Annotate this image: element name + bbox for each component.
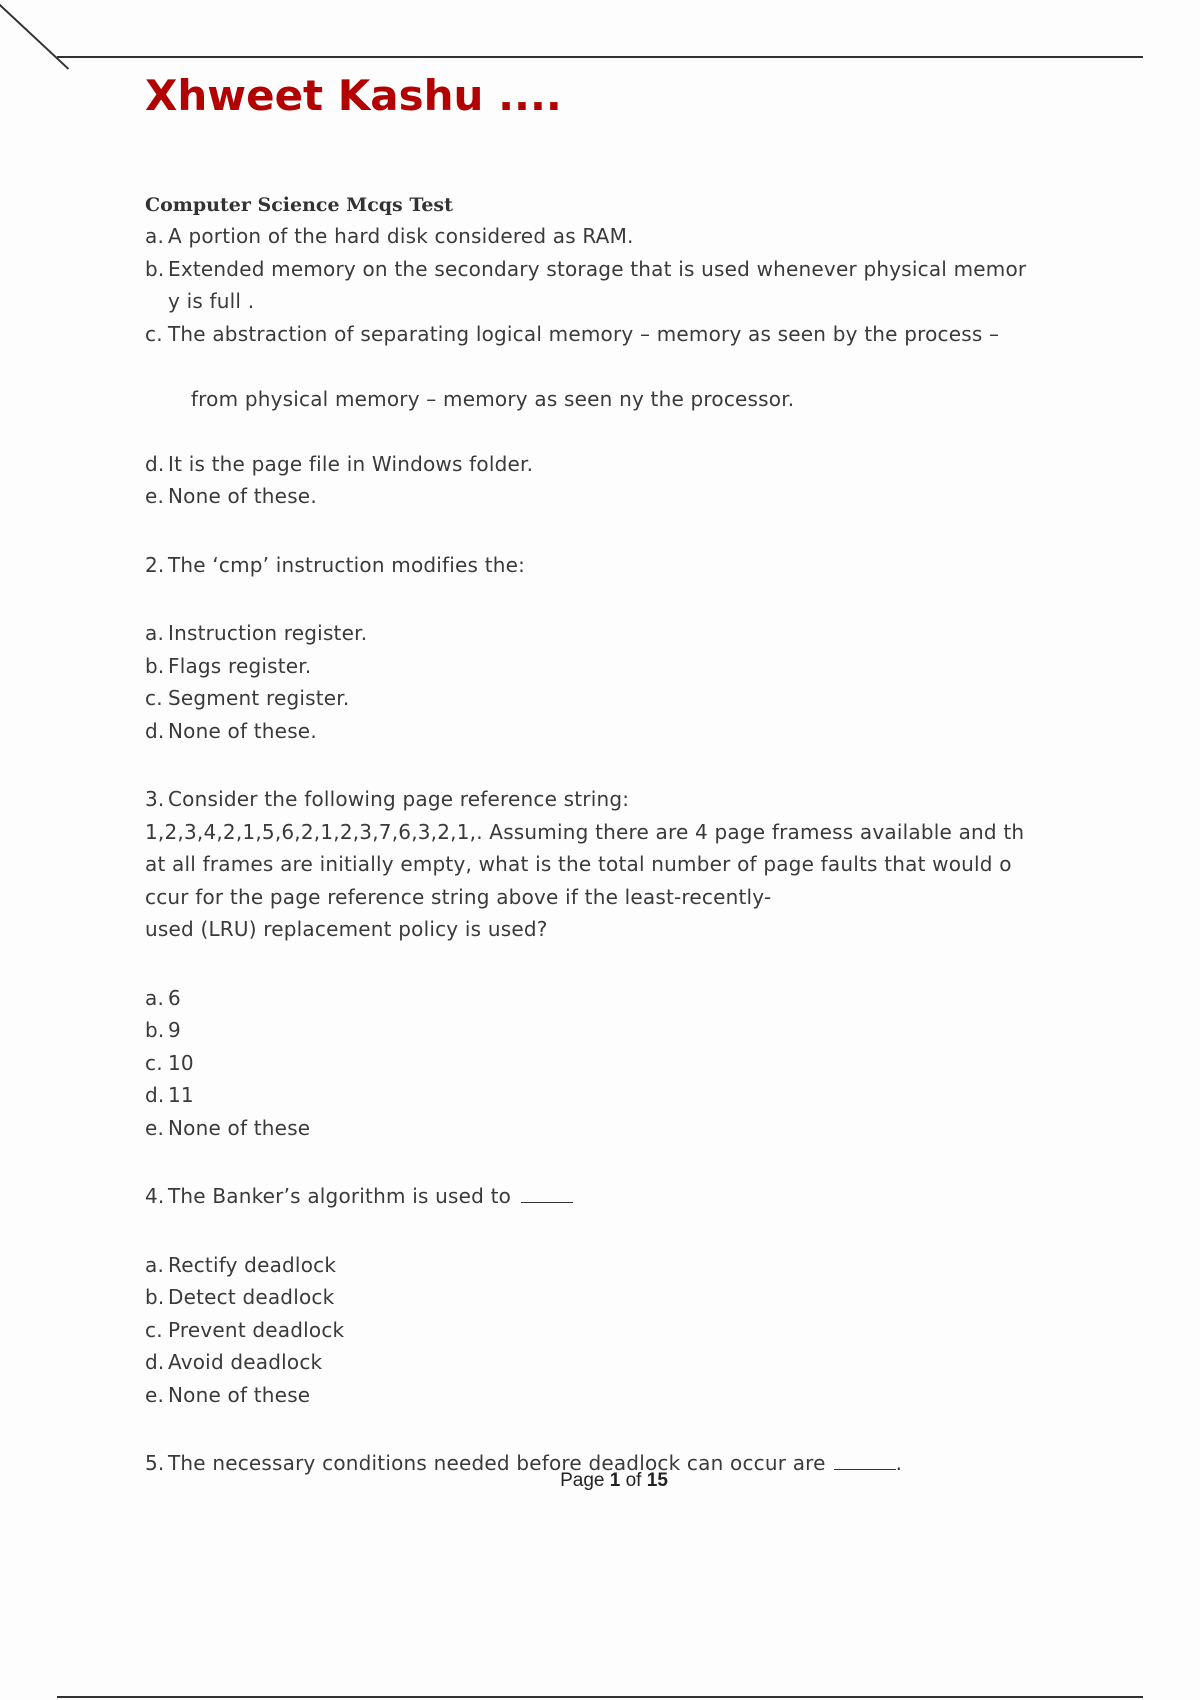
- footer-rule: [57, 1696, 1143, 1698]
- option-line: a. Instruction register.: [145, 621, 368, 645]
- question-3: 3. Consider the following page reference string:: [145, 787, 630, 811]
- option-line: b. Flags register.: [145, 653, 312, 678]
- question-4-options: [145, 1249, 1090, 1412]
- answer-blank: [834, 1455, 896, 1470]
- option-line: c. Segment register.: [145, 686, 350, 710]
- option-line: e. None of these: [145, 1382, 311, 1407]
- option-line: a. A portion of the hard disk considered as RAM.: [145, 224, 634, 248]
- question-2: 2. The ‘cmp’ instruction modifies the:: [145, 552, 526, 577]
- question-3-body-line: ccur for the page reference string above if the least-recently-: [145, 884, 772, 909]
- option-line: b. 9: [145, 1018, 181, 1042]
- question-4: 4. The Banker’s algorithm is used to: [145, 1180, 1090, 1213]
- option-line: e. None of these: [145, 1115, 311, 1140]
- option-line: d. It is the page file in Windows folder.: [145, 451, 534, 476]
- option-line: c. 10: [145, 1050, 194, 1075]
- question-2-options: [145, 617, 1090, 747]
- page-footer: Page 1 of 15: [560, 1470, 668, 1491]
- option-line: a. Rectify deadlock: [145, 1252, 337, 1277]
- option-line: a. 6: [145, 985, 181, 1010]
- option-line: d. Avoid deadlock: [145, 1350, 323, 1374]
- option-line: b. Detect deadlock: [145, 1285, 335, 1309]
- test-subtitle: Computer Science Mcqs Test: [145, 194, 453, 216]
- document-body: [145, 70, 1090, 1480]
- answer-blank: [521, 1188, 573, 1203]
- corner-decoration-line: [0, 0, 69, 70]
- question-1-options: [145, 220, 1090, 513]
- question-3-body-line: at all frames are initially empty, what is the total number of page faults that would o: [145, 852, 1012, 876]
- document-title: Xhweet Kashu ....: [145, 71, 562, 120]
- option-line: d. 11: [145, 1083, 194, 1107]
- total-page-count: 15: [646, 1470, 668, 1491]
- current-page-number: 1: [609, 1470, 621, 1491]
- option-line: d. None of these.: [145, 718, 317, 743]
- option-line: b. Extended memory on the secondary storage that is used whenever physical memor y is full .: [145, 256, 1027, 313]
- question-3-body-line: used (LRU) replacement policy is used?: [145, 917, 548, 941]
- option-continuation-line: from physical memory – memory as seen ny the processor.: [184, 386, 795, 411]
- option-line: c. Prevent deadlock: [145, 1317, 345, 1342]
- header-rule: [57, 56, 1143, 58]
- question-3-body-line: 1,2,3,4,2,1,5,6,2,1,2,3,7,6,3,2,1,. Assuming there are 4 page framess available and th: [145, 819, 1025, 844]
- question-3-options: [145, 982, 1090, 1145]
- option-line: e. None of these.: [145, 484, 317, 508]
- option-line: c. The abstraction of separating logical memory – memory as seen by the process –: [145, 321, 1000, 346]
- question-5: 5. The necessary conditions needed before deadlock can occur are .: [145, 1451, 903, 1475]
